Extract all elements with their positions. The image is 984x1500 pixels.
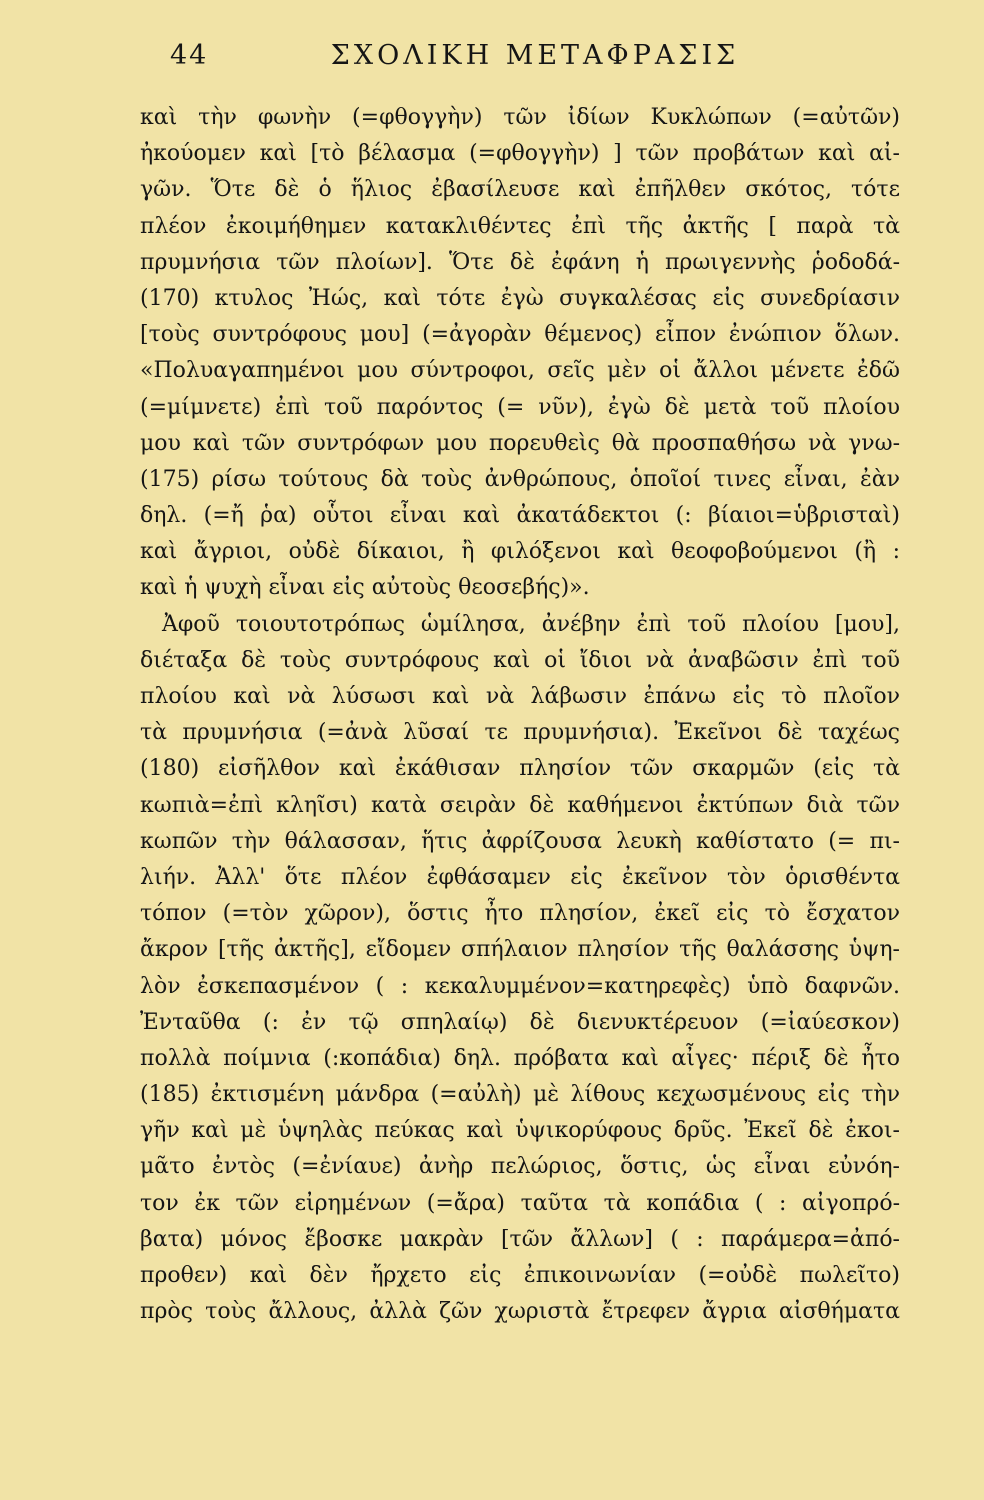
text-line: διέταξα δὲ τοὺς συντρόφους καὶ οἱ ἴδιοι νὰ ἀναβῶσιν ἐπὶ τοῦ (140, 647, 900, 673)
text-line: (185) ἐκτισμένη μάνδρα (=αὐλὴ) μὲ λίθους κεχωσμένους εἰς τὴν (140, 1082, 900, 1108)
text-line: μου καὶ τῶν συντρόφων μου πορευθεὶς θὰ προσπαθήσω νὰ γνω- (140, 430, 900, 456)
text-line: Ἀφοῦ τοιουτοτρόπως ὡμίλησα, ἀνέβην ἐπὶ τοῦ πλοίου [μου], (162, 611, 900, 637)
text-line: πολλὰ ποίμνια (:κοπάδια) δηλ. πρόβατα καὶ αἶγες· πέριξ δὲ ἦτο (140, 1045, 900, 1071)
text-line: προθεν) καὶ δὲν ἤρχετο εἰς ἐπικοινωνίαν (=οὐδὲ πωλεῖτο) (140, 1263, 900, 1288)
text-line: καὶ ἡ ψυχὴ εἶναι εἰς αὐτοὺς θεοσεβής)». (140, 575, 590, 601)
text-line: λὸν ἐσκεπασμένον ( : κεκαλυμμένον=κατηρεφὲς) ὑπὸ δαφνῶν. (140, 973, 900, 999)
text-line: πλοίου καὶ νὰ λύσωσι καὶ νὰ λάβωσιν ἐπάνω εἰς τὸ πλοῖον (140, 684, 900, 709)
text-line: βατα) μόνος ἔβοσκε μακρὰν [τῶν ἄλλων] ( : παράμερα=ἀπό- (140, 1226, 900, 1252)
text-line: τὰ πρυμνήσια (=ἀνὰ λῦσαί τε πρυμνήσια). Ἐκεῖνοι δὲ ταχέως (140, 720, 900, 746)
page-header (170, 40, 900, 80)
text-line: κωπῶν τὴν θάλασσαν, ἥτις ἀφρίζουσα λευκὴ καθίστατο (= πι- (140, 828, 900, 854)
text-line: δηλ. (=ἤ ῥα) οὗτοι εἶναι καὶ ἀκατάδεκτοι (: βίαιοι=ὑβρισταὶ) (140, 503, 900, 529)
text-line: πρυμνήσια τῶν πλοίων]. Ὅτε δὲ ἐφάνη ἡ πρωιγεννὴς ῥοδοδά- (140, 249, 900, 275)
text-line: πρὸς τοὺς ἄλλους, ἀλλὰ ζῶν χωριστὰ ἔτρεφεν ἄγρια αἰσθήματα (140, 1299, 900, 1325)
text-line: (170) κτυλος Ἠώς, καὶ τότε ἐγὼ συγκαλέσας εἰς συνεδρίασιν (140, 285, 900, 311)
text-line: ἄκρον [τῆς ἀκτῆς], εἴδομεν σπήλαιον πλησίον τῆς θαλάσσης ὑψη- (140, 937, 900, 963)
text-line: πλέον ἐκοιμήθημεν κατακλιθέντες ἐπὶ τῆς ἀκτῆς [ παρὰ τὰ (140, 213, 900, 239)
text-line: λιήν. Ἀλλ' ὅτε πλέον ἐφθάσαμεν εἰς ἐκεῖνον τὸν ὁρισθέντα (140, 864, 900, 890)
text-line: (175) ρίσω τούτους δὰ τοὺς ἀνθρώπους, ὁποῖοί τινες εἶναι, ἐὰν (140, 466, 900, 492)
text-line: [τοὺς συντρόφους μου] (=ἀγορὰν θέμενος) εἶπον ἐνώπιον ὅλων. (140, 322, 900, 348)
running-title: ΣΧΟΛΙΚΗ ΜΕΤΑΦΡΑΣΙΣ (330, 40, 740, 71)
text-line: (180) εἰσῆλθον καὶ ἐκάθισαν πλησίον τῶν σκαρμῶν (εἰς τὰ (140, 756, 900, 782)
text-line: γῶν. Ὅτε δὲ ὁ ἥλιος ἐβασίλευσε καὶ ἐπῆλθεν σκότος, τότε (140, 177, 900, 203)
body-text (140, 100, 900, 1330)
text-line: ἠκούομεν καὶ [τὸ βέλασμα (=φθογγὴν) ] τῶν προβάτων καὶ αἰ- (140, 141, 900, 167)
text-line: «Πολυαγαπημένοι μου σύντροφοι, σεῖς μὲν οἱ ἄλλοι μένετε ἐδῶ (140, 358, 900, 384)
text-line: τον ἐκ τῶν εἰρημένων (=ἄρα) ταῦτα τὰ κοπάδια ( : αἰγοπρό- (140, 1190, 900, 1216)
text-line: κωπιὰ=ἐπὶ κληῖσι) κατὰ σειρὰν δὲ καθήμενοι ἐκτύπων διὰ τῶν (140, 792, 900, 818)
text-line: γῆν καὶ μὲ ὑψηλὰς πεύκας καὶ ὑψικορύφους δρῦς. Ἐκεῖ δὲ ἐκοι- (140, 1118, 900, 1144)
text-line: καὶ ἄγριοι, οὐδὲ δίκαιοι, ἢ φιλόξενοι καὶ θεοφοβούμενοι (ἢ : (140, 539, 900, 565)
text-line: καὶ τὴν φωνὴν (=φθογγὴν) τῶν ἰδίων Κυκλώπων (=αὐτῶν) (140, 105, 900, 130)
text-line: μᾶτο ἐντὸς (=ἐνίαυε) ἀνὴρ πελώριος, ὅστις, ὡς εἶναι εὐνόη- (140, 1154, 900, 1180)
text-line: τόπον (=τὸν χῶρον), ὅστις ἦτο πλησίον, ἐκεῖ εἰς τὸ ἔσχατον (140, 901, 900, 927)
text-line: (=μίμνετε) ἐπὶ τοῦ παρόντος (= νῦν), ἐγὼ δὲ μετὰ τοῦ πλοίου (140, 394, 900, 420)
page-number: 44 (170, 40, 209, 71)
text-line: Ἐνταῦθα (: ἐν τῷ σπηλαίῳ) δὲ διενυκτέρευον (=ἰαύεσκον) (140, 1009, 900, 1035)
